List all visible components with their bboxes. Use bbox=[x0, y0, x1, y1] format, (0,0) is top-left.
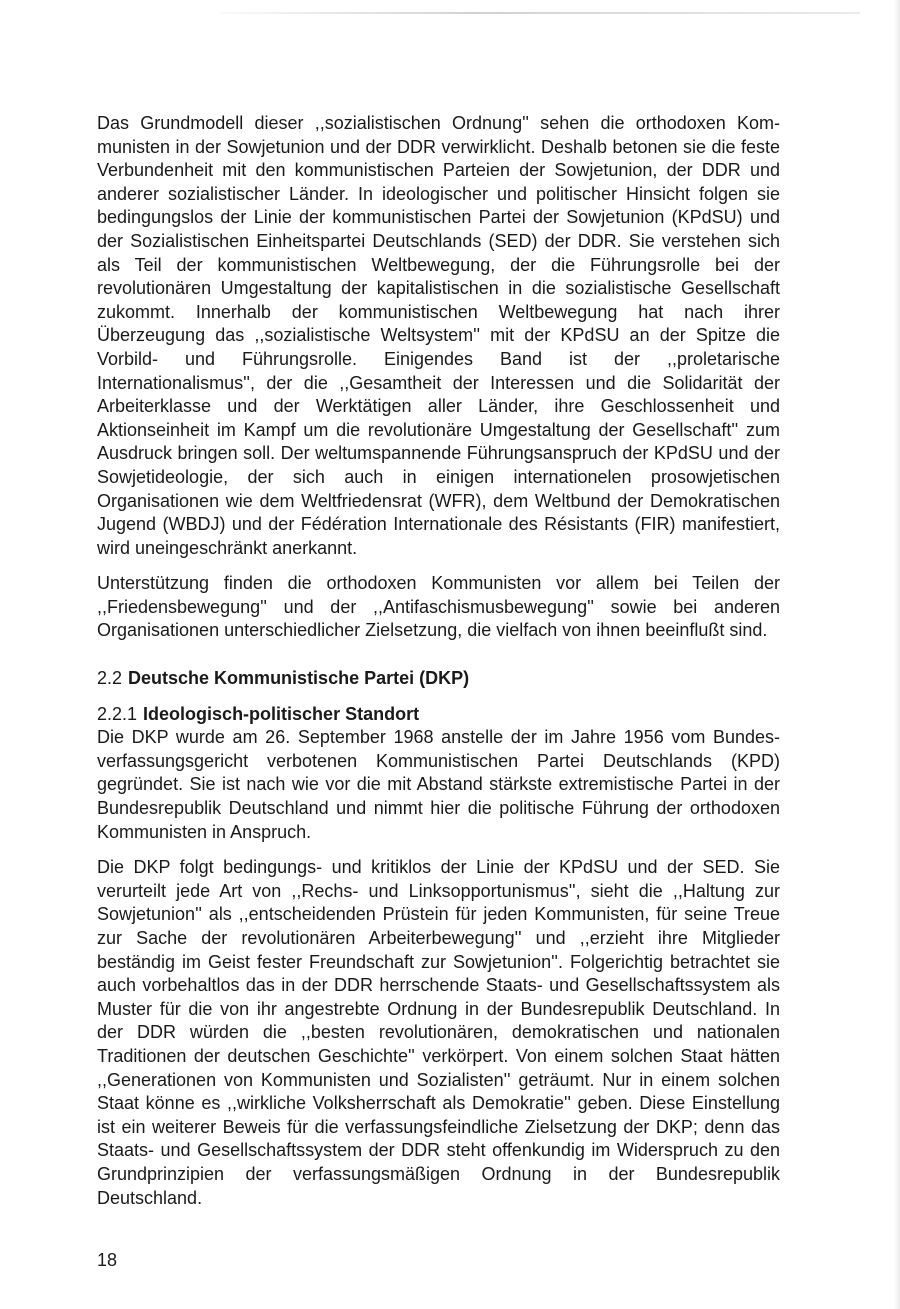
page-number: 18 bbox=[97, 1250, 118, 1270]
paragraph-support: Unterstützung finden die orthodoxen Kommunisten vor allem bei Teilen der ,,Friedensbewegung'' und der ,,Antifaschismusbewegung'' sowie bei anderen Organisationen unterschiedlicher Zielsetzung, die vielfach von ihnen beeinflußt sind. bbox=[97, 573, 780, 641]
subsection-title: Ideologisch-politischer Standort bbox=[143, 703, 420, 724]
section-number: 2.2 bbox=[97, 668, 123, 689]
page-content bbox=[97, 112, 780, 1210]
subsection-number: 2.2.1 bbox=[97, 703, 138, 724]
section-heading bbox=[97, 667, 780, 691]
paragraph-dkp-line: Die DKP folgt bedingungs- und kritiklos der Linie der KPdSU und der SED. Sie verurteilt jede Art von ,,Rechs- und Linksopportunismus'', sieht die ,,Haltung zur Sowjetunion'' als ,,entscheidenden Prüstein für jeden Kommunisten, für seine Treue zur Sache der revolutionären Arbeiterbewegung'' und ,,erzieht ihre Mitglieder beständig im Geist fester Freundschaft zur Sowjetunion''. Folgerichtig betrachtet sie auch vorbehaltlos das in der DDR herrschende Staats- und Gesellschaftssystem als Muster für die von ihr angestrebte Ordnung in der Bundesrepublik Deutschland. In der DDR würden die ,,besten revolutionären, demokratischen und nationalen Traditionen der deutschen Geschichte'' verkörpert. Von einem solchen Staat hätten ,,Generationen von Kommunisten und Sozialisten'' geträumt. Nur in einem solchen Staat könne es ,,wirkliche Volksherrschaft als Demokratie'' geben. Diese Einstellung ist ein weiterer Beweis für die verfassungsfeindliche Zielsetzung der DKP; denn das Staats- und Gesellschaftssystem der DDR steht offenkundig im Widerspruch zu den Grundprinzipien der verfassungsmäßigen Ordnung in der Bundesrepublik Deutschland. bbox=[97, 857, 780, 1208]
scan-edge-top bbox=[220, 12, 860, 14]
section-title: Deutsche Kommunistische Partei (DKP) bbox=[128, 668, 470, 689]
paragraph-socialist-order: Das Grundmodell dieser ,,sozialistischen Ordnung'' sehen die orthodoxen Kommunisten in der Sowjetunion und der DDR verwirklicht. Deshalb betonen sie die feste Verbundenheit mit den kommunistischen Parteien der Sowjetunion, der DDR und anderer sozialistischer Länder. In ideologischer und politischer Hinsicht folgen sie bedingungslos der Linie der kommunistischen Partei der Sowjetunion (KPdSU) und der Sozialistischen Einheitspartei Deutschlands (SED) der DDR. Sie verstehen sich als Teil der kommunistischen Weltbewegung, der die Führungsrolle bei der revolutionären Umgestaltung der kapitalistischen in die sozialistische Gesellschaft zukommt. Innerhalb der kommunistischen Weltbewegung hat nach ihrer Überzeugung das ,,sozialistische Weltsystem'' mit der KPdSU an der Spitze die Vorbild- und Führungsrolle. Einigendes Band ist der ,,proletarische Internationalismus'', der die ,,Gesamtheit der Interessen und die Solidarität der Arbeiterklasse und der Werktätigen aller Länder, ihre Geschlossenheit und Aktionseinheit im Kampf um die revolutionäre Umgestaltung der Gesellschaft'' zum Ausdruck bringen soll. Der weltumspannende Führungsanspruch der KPdSU und der Sowjetideologie, der sich auch in einigen internationelen prosowjetischen Organisationen wie dem Weltfriedensrat (WFR), dem Weltbund der Demokratischen Jugend (WBDJ) und der Fédération Internationale des Résistants (FIR) manifestiert, wird uneingeschränkt anerkannt. bbox=[97, 113, 780, 558]
paragraph-dkp-founding: Die DKP wurde am 26. September 1968 anstelle der im Jahre 1956 vom Bundesverfassungsgericht verbotenen Kommunistischen Partei Deutschlands (KPD) gegründet. Sie ist nach wie vor die mit Abstand stärkste extremistische Partei in der Bundesrepublik Deutschland und nimmt hier die politische Führung der orthodoxen Kommunisten in Anspruch. bbox=[97, 727, 780, 842]
subsection-heading bbox=[97, 703, 780, 727]
scan-edge-right bbox=[894, 0, 900, 1309]
